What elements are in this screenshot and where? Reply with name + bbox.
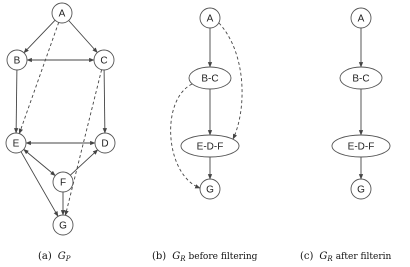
node-gp-b: [7, 50, 27, 70]
edge-gp-a-to-e: [19, 22, 58, 133]
edge-gp-f-to-d: [70, 150, 97, 175]
node-gr-before-b-c: [189, 67, 231, 89]
node-label: D: [101, 138, 109, 150]
caption-suffix: before filtering: [188, 252, 258, 262]
node-gr-before-e-d-f: [181, 135, 239, 157]
node-label: A: [357, 13, 365, 25]
captions-layer: [38, 251, 391, 263]
node-label: A: [206, 13, 214, 25]
node-gp-e: [6, 133, 26, 153]
node-label: G: [206, 184, 214, 196]
edge-gp-a-to-c: [69, 21, 98, 53]
node-label: G: [59, 220, 67, 232]
edge-gp-e-to-g: [21, 152, 58, 217]
node-gr-after-e-d-f: [332, 135, 390, 157]
edge-gp-a-to-b: [24, 20, 55, 53]
edge-gp-b-to-e: [16, 70, 17, 133]
node-label: B-C: [201, 73, 219, 85]
node-label: B: [13, 55, 21, 67]
node-label: G: [357, 184, 365, 196]
node-gp-g: [53, 215, 73, 235]
caption-subscript: P: [65, 255, 71, 263]
node-gr-before-a: [200, 8, 220, 28]
edge-gp-e-to-f: [24, 149, 56, 175]
caption-subscript: R: [180, 255, 186, 263]
caption-tag: (b): [152, 251, 167, 262]
caption-tag: (a): [38, 251, 52, 262]
nodes-layer: [6, 3, 390, 235]
node-gp-a: [52, 3, 72, 23]
node-gp-f: [53, 172, 73, 192]
node-gr-before-g: [200, 179, 220, 199]
caption-gp: [38, 251, 71, 263]
node-label: E-D-F: [196, 141, 224, 153]
node-gr-after-b-c: [340, 67, 382, 89]
node-label: E: [12, 138, 20, 150]
caption-subscript: R: [327, 255, 333, 263]
node-label: E-D-F: [347, 141, 375, 153]
caption-symbol: G: [172, 251, 181, 262]
node-label: B-C: [352, 73, 370, 85]
node-gr-after-g: [351, 179, 371, 199]
node-gp-c: [94, 50, 114, 70]
caption-symbol: G: [57, 251, 66, 262]
edge-gp-c-to-d: [104, 70, 105, 133]
caption-tag: (c): [300, 251, 314, 262]
node-label: C: [100, 55, 108, 67]
caption-gr-before: [152, 251, 258, 263]
node-label: A: [58, 8, 66, 20]
node-gp-d: [95, 133, 115, 153]
caption-symbol: G: [319, 251, 328, 262]
caption-suffix: after filterin: [335, 252, 392, 262]
node-gr-after-a: [351, 8, 371, 28]
node-label: F: [59, 177, 67, 189]
caption-gr-after: [300, 251, 391, 263]
